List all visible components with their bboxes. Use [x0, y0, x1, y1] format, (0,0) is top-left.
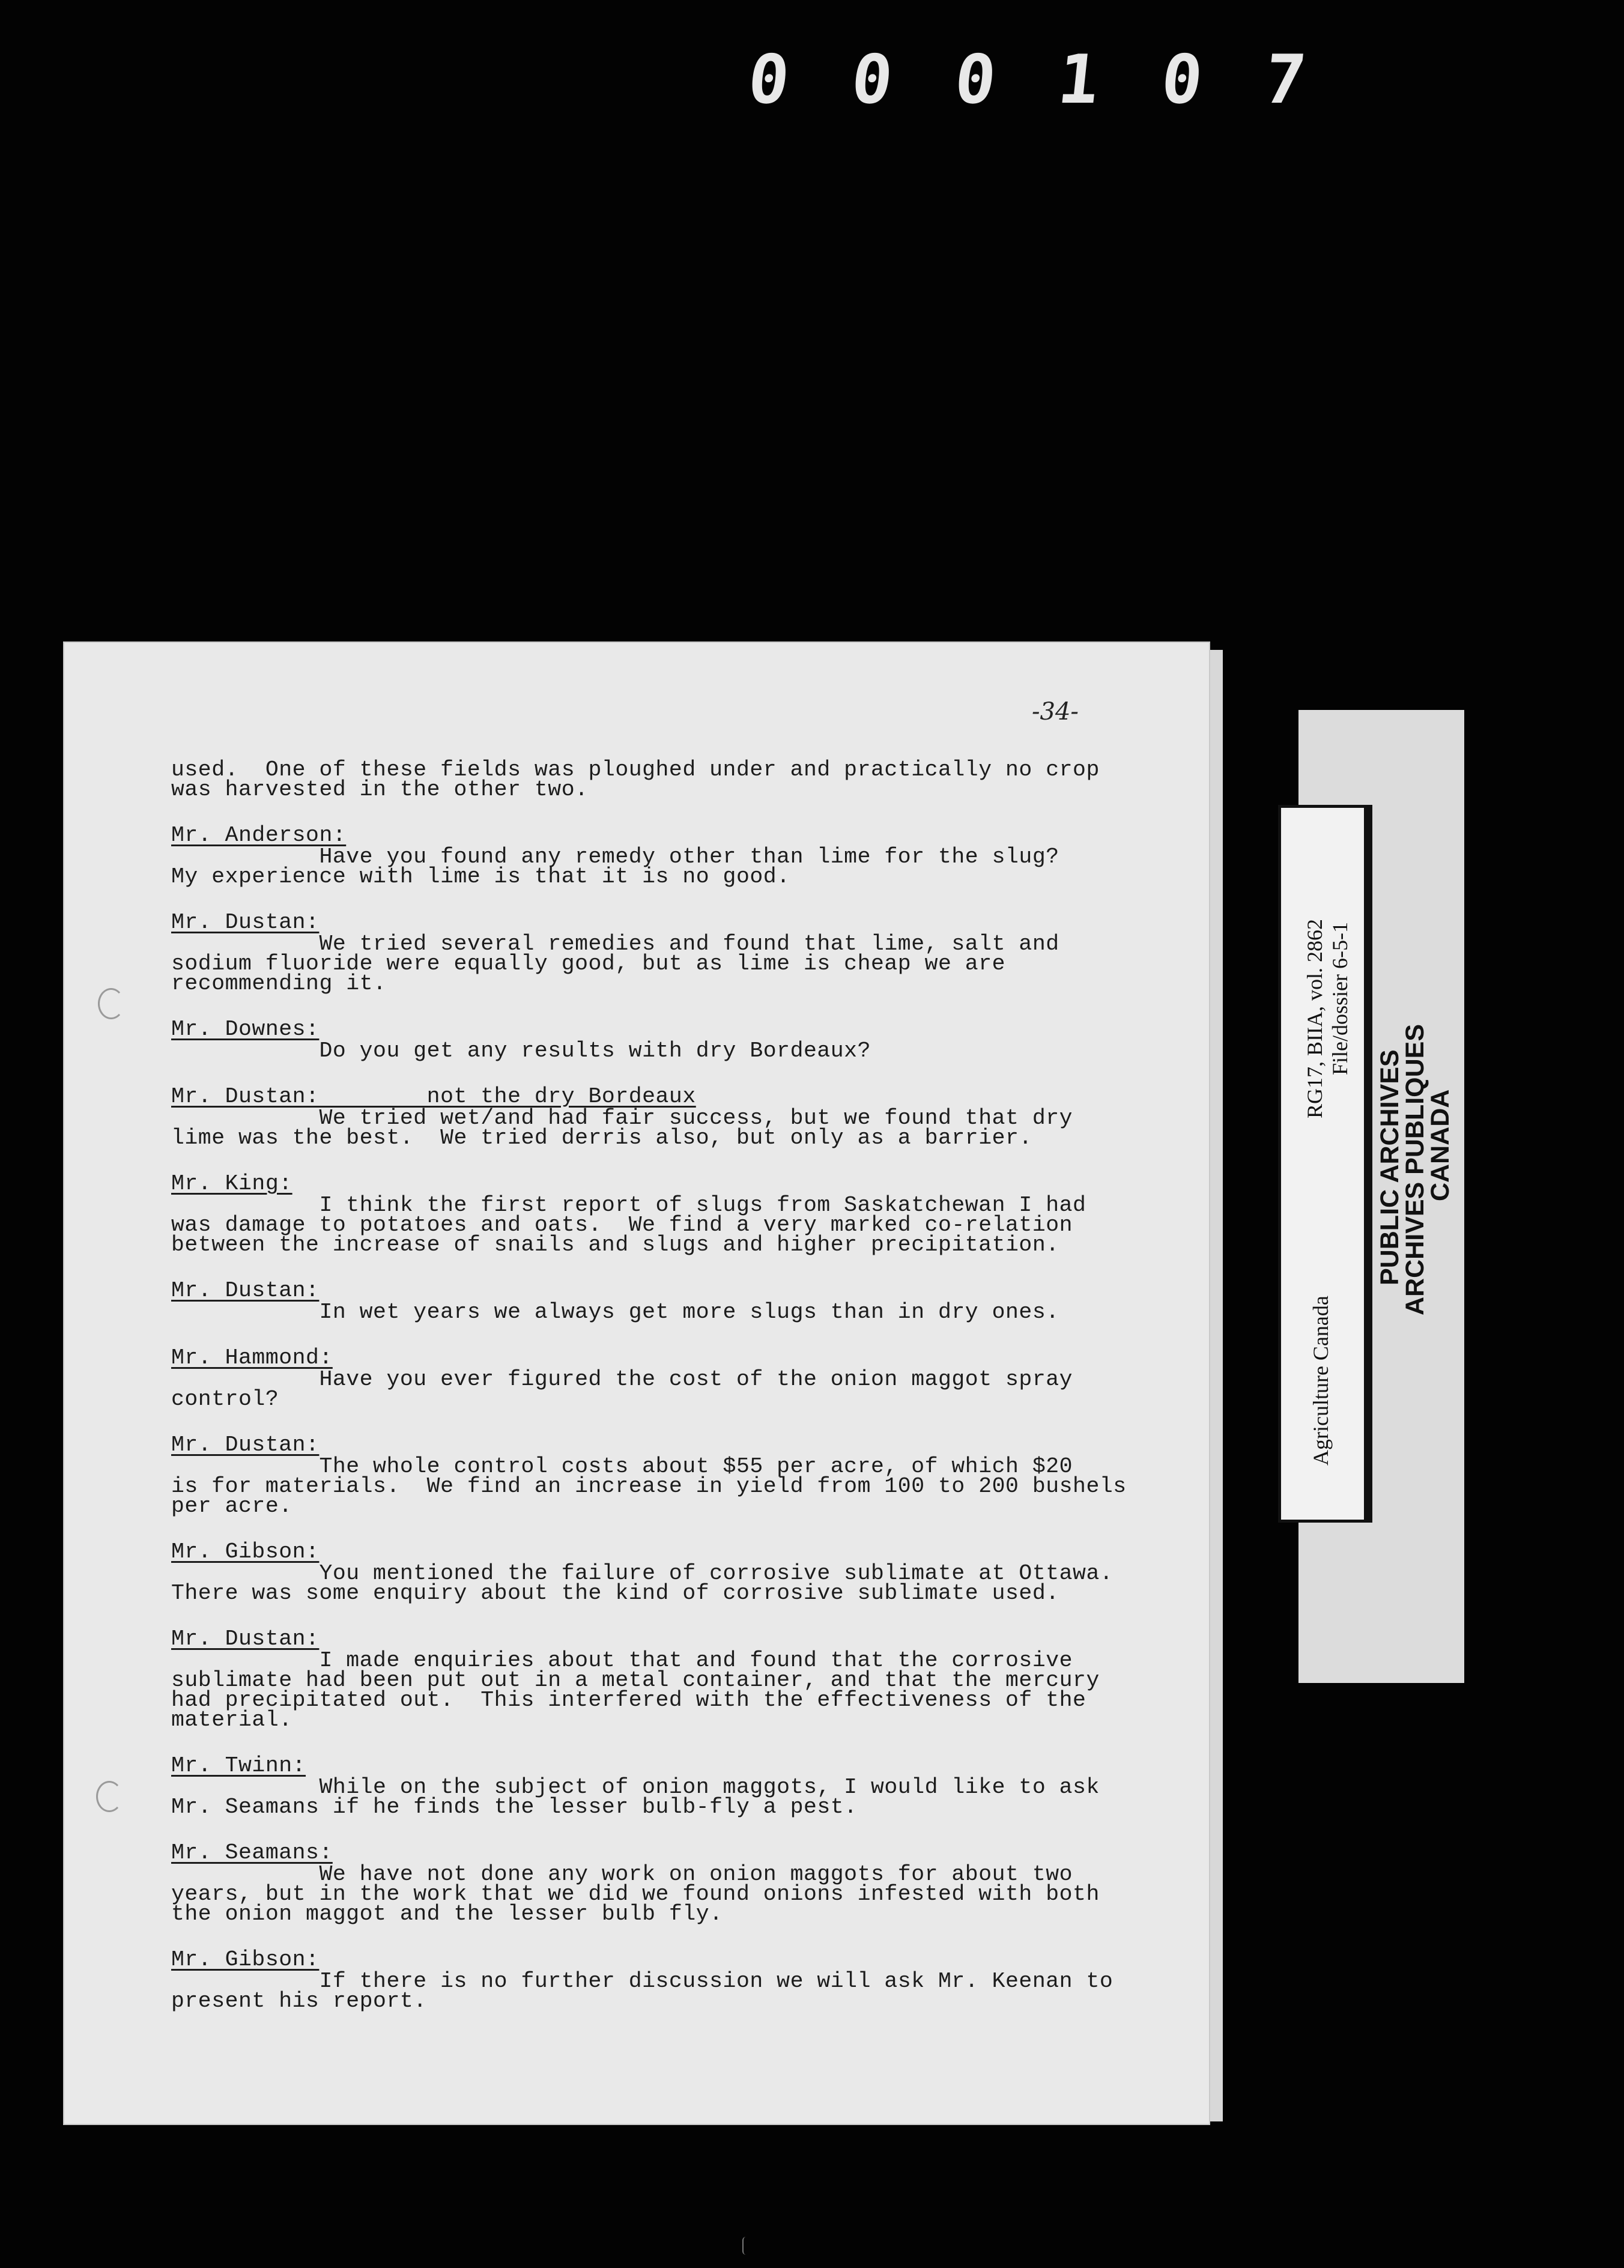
speaker-label: Mr. Dustan: — [171, 1433, 320, 1457]
punch-hole-top — [98, 988, 124, 1019]
transcript-line: is for materials. We find an increase in yield from 100 to 200 bushels — [171, 1474, 1127, 1499]
speaker-label: Mr. Anderson: — [171, 823, 347, 847]
transcript-line: had precipitated out. This interfered with the effectiveness of the — [171, 1688, 1086, 1712]
transcript-line: While on the subject of onion maggots, I would like to ask — [171, 1775, 1100, 1800]
transcript-line: I think the first report of slugs from Saskatchewan I had — [171, 1193, 1086, 1217]
transcript-line: the onion maggot and the lesser bulb fly. — [171, 1902, 723, 1926]
speaker-label: Mr. Seamans: — [171, 1840, 333, 1865]
speaker-label: Mr. Gibson: — [171, 1539, 320, 1564]
transcript-line: We have not done any work on onion maggots for about two — [171, 1862, 1073, 1887]
transcript-line: Do you get any results with dry Bordeaux? — [171, 1038, 871, 1063]
transcript-line: material. — [171, 1708, 292, 1732]
frame-digit: 0 — [847, 41, 897, 119]
frame-digit: 0 — [951, 41, 1000, 119]
speaker-label: Mr. Dustan: — [171, 1627, 320, 1651]
transcript-line: lime was the best. We tried derris also, but only as a barrier. — [171, 1126, 1032, 1150]
transcript-line: Have you found any remedy other than lime for the slug? — [171, 844, 1059, 869]
transcript-line: There was some enquiry about the kind of corrosive sublimate used. — [171, 1581, 1059, 1605]
frame-digit: 7 — [1261, 41, 1310, 119]
archive-institution-line2: ARCHIVES PUBLIQUES — [1401, 1023, 1429, 1315]
frame-digit: 0 — [1157, 41, 1207, 119]
archive-institution-line3: CANADA — [1426, 1089, 1455, 1201]
speaker-label: Mr. Dustan: — [171, 1278, 320, 1303]
transcript-line: control? — [171, 1387, 279, 1411]
transcript-line: per acre. — [171, 1494, 292, 1518]
speaker-label: Mr. King: — [171, 1171, 292, 1196]
frame-digit: 0 — [744, 41, 793, 119]
speaker-label: Mr. Gibson: — [171, 1947, 320, 1972]
transcript-line: was damage to potatoes and oats. We find a very marked co-relation — [171, 1213, 1073, 1237]
speaker-label: Mr. Hammond: — [171, 1345, 333, 1370]
transcript-line: Mr. Seamans if he finds the lesser bulb-fly a pest. — [171, 1795, 858, 1819]
transcript-line: sodium fluoride were equally good, but as lime is cheap we are — [171, 951, 1006, 976]
transcript-line: recommending it. — [171, 971, 387, 996]
transcript-line: You mentioned the failure of corrosive sublimate at Ottawa. — [171, 1561, 1113, 1586]
speaker-label: Mr. Twinn: — [171, 1753, 306, 1778]
transcript-line: Have you ever figured the cost of the onion maggot spray — [171, 1367, 1073, 1392]
transcript-line: I made enquiries about that and found that the corrosive — [171, 1648, 1073, 1673]
speaker-label: Mr. Downes: — [171, 1017, 320, 1042]
document-body — [171, 757, 1156, 2013]
transcript-line: My experience with lime is that it is no good. — [171, 864, 790, 889]
transcript-line: used. One of these fields was ploughed under and practically no crop — [171, 757, 1100, 782]
frame-digit: 1 — [1054, 41, 1103, 119]
scan-artifact — [742, 2237, 754, 2255]
transcript-line: between the increase of snails and slugs and higher precipitation. — [171, 1233, 1059, 1257]
punch-hole-bottom — [96, 1781, 123, 1812]
transcript-line: was harvested in the other two. — [171, 777, 589, 802]
frame-number — [735, 41, 1319, 119]
page-number: -34- — [1032, 698, 1079, 726]
archive-department: Agriculture Canada — [1309, 1296, 1333, 1466]
archive-reference-line2: File/dossier 6-5-1 — [1328, 922, 1352, 1075]
speaker-label: Mr. Dustan: not the dry Bordeaux — [171, 1084, 696, 1109]
transcript-line: If there is no further discussion we will ask Mr. Keenan to — [171, 1969, 1113, 1994]
transcript-line: present his report. — [171, 1989, 427, 2013]
transcript-line: We tried wet/and had fair success, but we found that dry — [171, 1106, 1073, 1130]
transcript-line: The whole control costs about $55 per acre, of which $20 — [171, 1454, 1073, 1479]
archive-reference-line1: RG17, BIIA, vol. 2862 — [1303, 919, 1327, 1118]
transcript-line: sublimate had been put out in a metal container, and that the mercury — [171, 1668, 1100, 1693]
transcript-line: In wet years we always get more slugs than in dry ones. — [171, 1300, 1059, 1324]
transcript-line: years, but in the work that we did we found onions infested with both — [171, 1882, 1100, 1906]
speaker-label: Mr. Dustan: — [171, 910, 320, 935]
transcript-line: We tried several remedies and found that lime, salt and — [171, 932, 1059, 956]
archive-institution-line1: PUBLIC ARCHIVES — [1375, 1049, 1404, 1285]
